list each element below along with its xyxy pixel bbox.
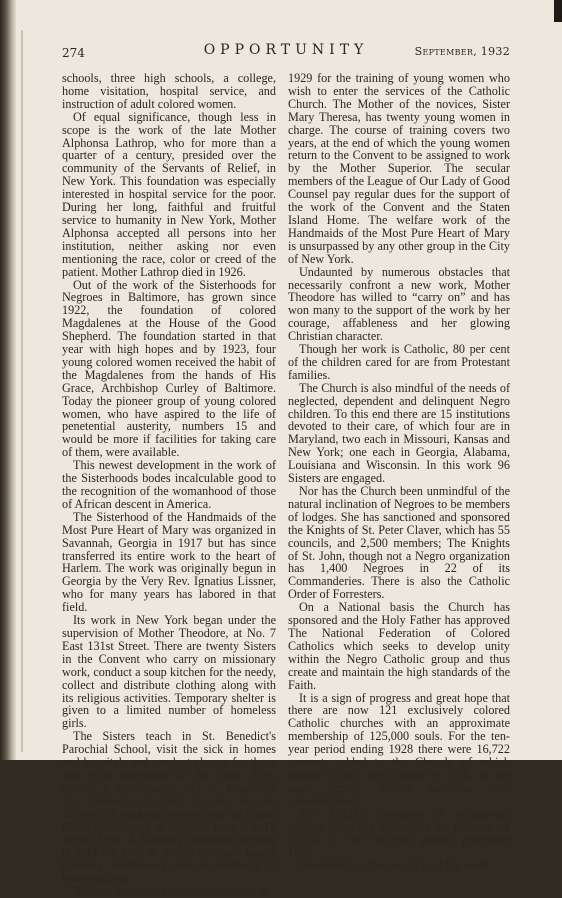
paragraph: The Church is also mindful of the needs of neglected, dependent and delinquent Negro children. To this end there are 15 institutions devoted to their care, of which four are in Maryland, two each in Missouri, Kansas and New York; one each in Georgia, Alabama, Louisiana and Wisconsin. In this work 96 Sisters are engaged. bbox=[288, 380, 510, 486]
page-number: 274 bbox=[62, 46, 85, 60]
paragraph: schools, three high schools, a college, home visitation, hospital service, and instruction of adult colored women. bbox=[62, 71, 276, 111]
paragraph: It is a sign of progress and great hope that there are now 121 exclusively colored Catholic churches with an approximate membership of 125,000 souls. For the ten-year period ending 1928 there were 16,722 converts added to the Church, of which number 2,386 were added in 1928. In the same period, 47,999 baptisms were consummated. bbox=[288, 690, 510, 808]
magazine-title: OPPORTUNITY bbox=[203, 42, 369, 58]
paragraph: 1929 for the training of young women who wish to enter the services of the Catholic Church. The Mother of the novices, Sister Mary Theresa, has twenty young women in charge. The course of training covers two years, at the end of which the young women return to the Convent to be assigned to work by the Mother Superior. The secular members of the League of Our Lady of Good Counsel pay regular dues for the support of the work of the Convent and the Staten Island Home. The welfare work of the Handmaids of the Most Pure Heart of Mary is unsurpassed by any other group in the City of New York. bbox=[288, 71, 510, 266]
right-column bbox=[288, 72, 510, 872]
paragraph: The Sisterhood of the Handmaids of the Most Pure Heart of Mary was organized in Savannah, Georgia in 1917 but has since transferred its entire work to the heart of Harlem. The work was originally begun in Georgia by the Very Rev. Ignatius Lissner, who for many years has labored in that field. bbox=[62, 509, 276, 615]
book-spine-shadow bbox=[0, 0, 16, 760]
paragraph: Nor has the Church been unmindful of the natural inclination of Negroes to be members of lodges. She has sanctioned and sponsored the Knights of St. Peter Claver, which has 55 councils, and 2,500 members; The Knights of St. John, though not a Negro organization has 1,400 Negroes in 22 of its Commanderies. There is also the Catholic Order of Forresters. bbox=[288, 484, 510, 602]
issue-date: September, 1932 bbox=[414, 45, 510, 58]
paragraph: Undaunted by numerous obstacles that necessarily confront a new work, Mother Theodore has willed to “carry on” and has won many to the support of the work by her courage, affableness and her glowing Christian character. bbox=[288, 264, 510, 344]
binding-line bbox=[21, 30, 23, 752]
paragraph: Out of the work of the Sisterhoods for Negroes in Baltimore, has grown since 1922, the foundation of colored Magdalenes at the House of the Good Shepherd. The foundation started in that year with high hopes and by 1923, four young colored women received the habit of the Magdalenes from the hands of His Grace, Archbishop Curley of Baltimore. Today the pioneer group of young colored women, who have aspired to the life of penetential austerity, numbers 15 and would be more if facilities for taking care of them, were available. bbox=[62, 277, 276, 460]
paragraph: On a National basis the Church has sponsored and the Holy Father has approved The National Federation of Colored Catholics which seeks to develop unity within the Negro Catholic group and thus create and maintain the high standards of the Faith. bbox=[288, 600, 510, 692]
paragraph: This newest development in the work of the Sisterhoods bodes incalculable good to the recognition of the womanhood of those of African descent in America. bbox=[62, 458, 276, 511]
corner-mark bbox=[554, 0, 562, 22]
paragraph: The 125,000 members of exclusively colored churches represents an increase of 27,500 in the ten-year period preceding 1928. bbox=[288, 806, 510, 860]
paragraph: The Sisters teach in St. Benedict's Parochial School, visit the sick in homes and hospitals and conduct classes for those who wish instruction in the Faith. They operate a kindergarten and St. Benedict's Day Nursery, in order to care for the children of working mothers and the Christ Guild to take care of children from 6 to 12 years of age. A Saturday afternoon meeting is held for girls at which they are taught basketry, needlework and the elements of homemaking. bbox=[62, 729, 276, 886]
page-header bbox=[62, 42, 510, 64]
paragraph: Though her work is Catholic, 80 per cent of the children cared for are from Protestant families. bbox=[288, 342, 510, 382]
paragraph: A home on Staten Island was secured in bbox=[73, 884, 268, 898]
left-column bbox=[62, 72, 276, 898]
paragraph: Of equal significance, though less in scope is the work of the late Mother Alphonsa Lathrop, who for more than a quarter of a century, presided over the community of the Servants of Relief, in New York. This foundation was especially interested in hospital service for the poor. During her long, faithful and fruitful service to humanity in New York, Mother Alphonsa accepted all persons into her institution, neither asking nor even mentioning the race, color or creed of the patient. Mother Lathrop died in 1926. bbox=[62, 109, 276, 279]
paragraph: Heartening as the record is of the work bbox=[299, 858, 489, 873]
paragraph: Its work in New York began under the supervision of Mother Theodore, at No. 7 East 131st Street. There are twenty Sisters in the Convent who carry on missionary work, conduct a soup kitchen for the needy, collect and distribute clothing along with its religious activities. Temporary shelter is given to a limited number of homeless girls. bbox=[62, 613, 276, 731]
